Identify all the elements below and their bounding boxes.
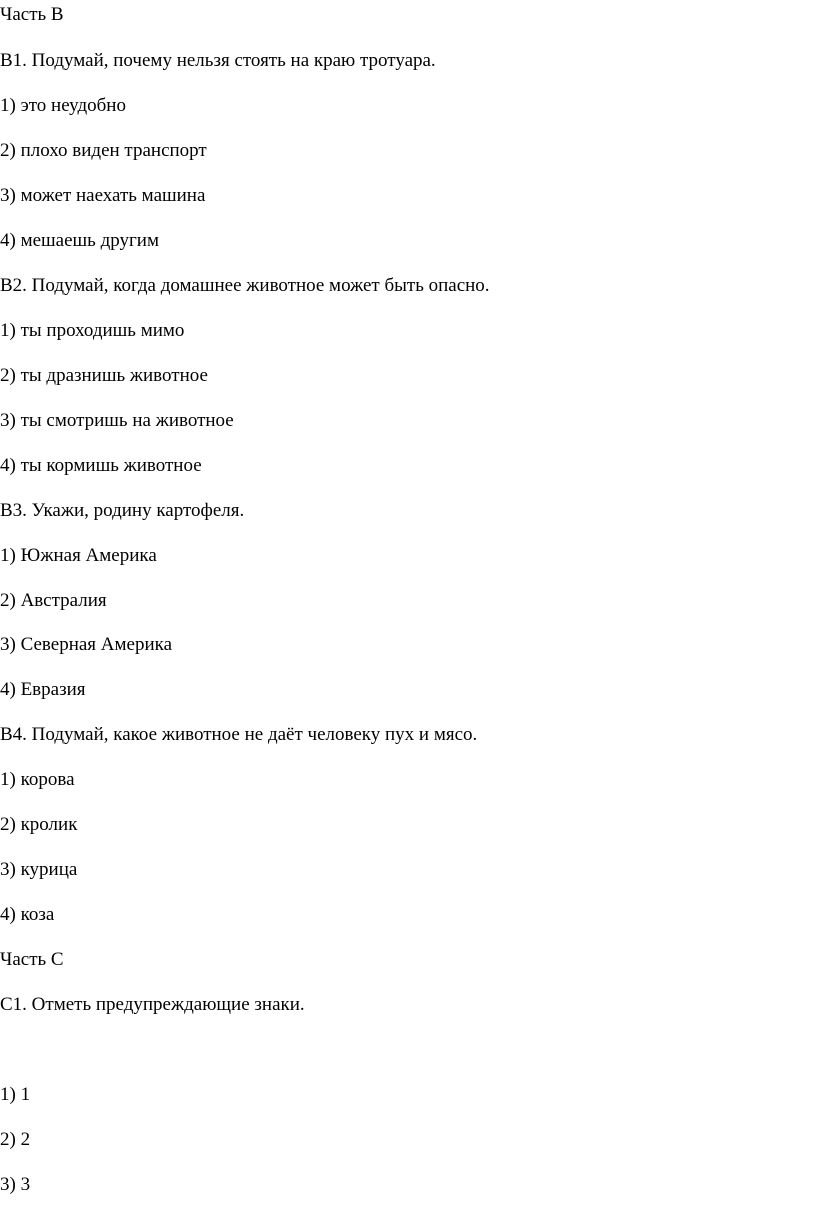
question-c1-option-2: 2) 2	[0, 1129, 31, 1150]
question-b4-option-1: 1) корова	[0, 769, 75, 790]
question-b4: В4. Подумай, какое животное не даёт человеку пух и мясо.	[0, 724, 478, 745]
question-b2-option-1: 1) ты проходишь мимо	[0, 320, 185, 341]
question-b4-option-3: 3) курица	[0, 859, 78, 880]
question-b2: В2. Подумай, когда домашнее животное может быть опасно.	[0, 275, 490, 296]
part-b-heading: Часть В	[0, 4, 64, 25]
question-b1-option-3: 3) может наехать машина	[0, 185, 206, 206]
question-c1-option-3: 3) 3	[0, 1174, 31, 1195]
question-b1-option-2: 2) плохо виден транспорт	[0, 140, 207, 161]
question-b3-option-2: 2) Австралия	[0, 590, 107, 611]
question-b3-option-1: 1) Южная Америка	[0, 545, 157, 566]
question-b3-option-4: 4) Евразия	[0, 679, 86, 700]
question-b1-option-4: 4) мешаешь другим	[0, 230, 159, 251]
question-b3: В3. Укажи, родину картофеля.	[0, 500, 245, 521]
question-b1: В1. Подумай, почему нельзя стоять на краю тротуара.	[0, 50, 436, 71]
question-b2-option-3: 3) ты смотришь на животное	[0, 410, 234, 431]
part-c-heading: Часть С	[0, 949, 64, 970]
question-b2-option-4: 4) ты кормишь животное	[0, 455, 202, 476]
question-b3-option-3: 3) Северная Америка	[0, 634, 173, 655]
question-b4-option-2: 2) кролик	[0, 814, 78, 835]
question-b4-option-4: 4) коза	[0, 904, 55, 925]
question-b2-option-2: 2) ты дразнишь животное	[0, 365, 208, 386]
question-c1-option-1: 1) 1	[0, 1084, 31, 1105]
question-b1-option-1: 1) это неудобно	[0, 95, 126, 116]
question-c1: С1. Отметь предупреждающие знаки.	[0, 994, 305, 1015]
